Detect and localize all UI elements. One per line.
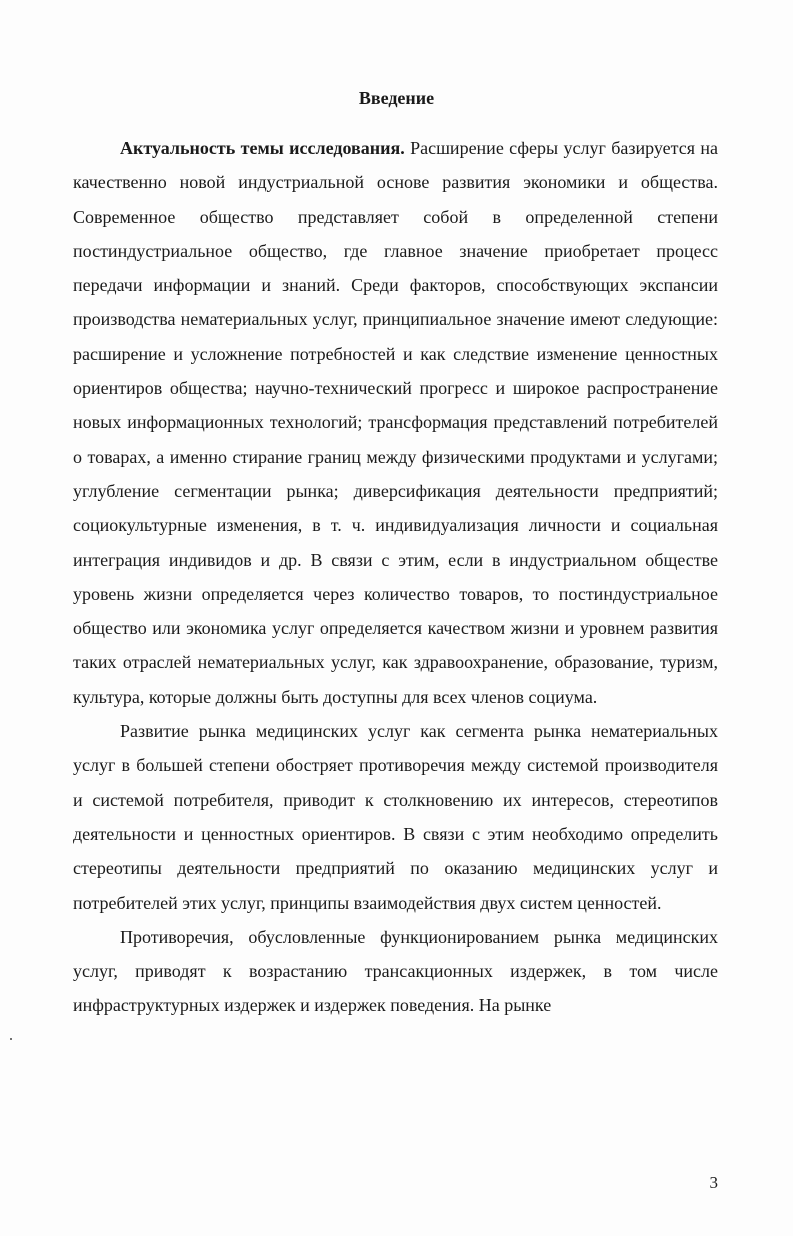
section-heading: Введение (358, 88, 435, 108)
paragraph-1 (73, 131, 718, 714)
page-number: 3 (709, 1173, 718, 1192)
scan-speck (10, 1038, 12, 1040)
paragraph-2: Развитие рынка медицинских услуг как сегмента рынка нематериальных услуг в большей степени обостряет противоречия между системой производителя и системой потребителя, приводит к столкновению их интересов, стереотипов деятельности и ценностных ориентиров. В связи с этим необходимо определить стереотипы деятельности предприятий по оказанию медицинских услуг и потребителей этих услуг, принципы взаимодействия двух систем ценностей. (73, 721, 718, 913)
paragraph-1-lead: Актуальность темы исследования. (120, 138, 405, 158)
body-text (73, 131, 718, 1023)
paragraph-3: Противоречия, обусловленные функционированием рынка медицинских услуг, приводят к возрастанию трансакционных издержек, в том числе инфраструктурных издержек и издержек поведения. На рынке (73, 926, 718, 1016)
paragraph-1-text: Расширение сферы услуг базируется на качественно новой индустриальной основе развития экономики и общества. Современное общество представляет собой в определенной степени постиндустриальное общество, где главное значение приобретает процесс передачи информации и знаний. Среди факторов, способствующих экспансии производства нематериальных услуг, принципиальное значение имеют следующие: расширение и усложнение потребностей и как следствие изменение ценностных ориентиров общества; научно-технический прогресс и широкое распространение новых информационных технологий; трансформация представлений потребителей о товарах, а именно стирание границ между физическими продуктами и услугами; углубление сегментации рынка; диверсификация деятельности предприятий; социокультурные изменения, в т. ч. индивидуализация личности и социальная интеграция индивидов и др. В связи с этим, если в индустриальном обществе уровень жизни определяется через количество товаров, то постиндустриальное общество или экономика услуг определяется качеством жизни и уровнем развития таких отраслей нематериальных услуг, как здравоохранение, образование, туризм, культура, которые должны быть доступны для всех членов социума. (73, 138, 719, 707)
